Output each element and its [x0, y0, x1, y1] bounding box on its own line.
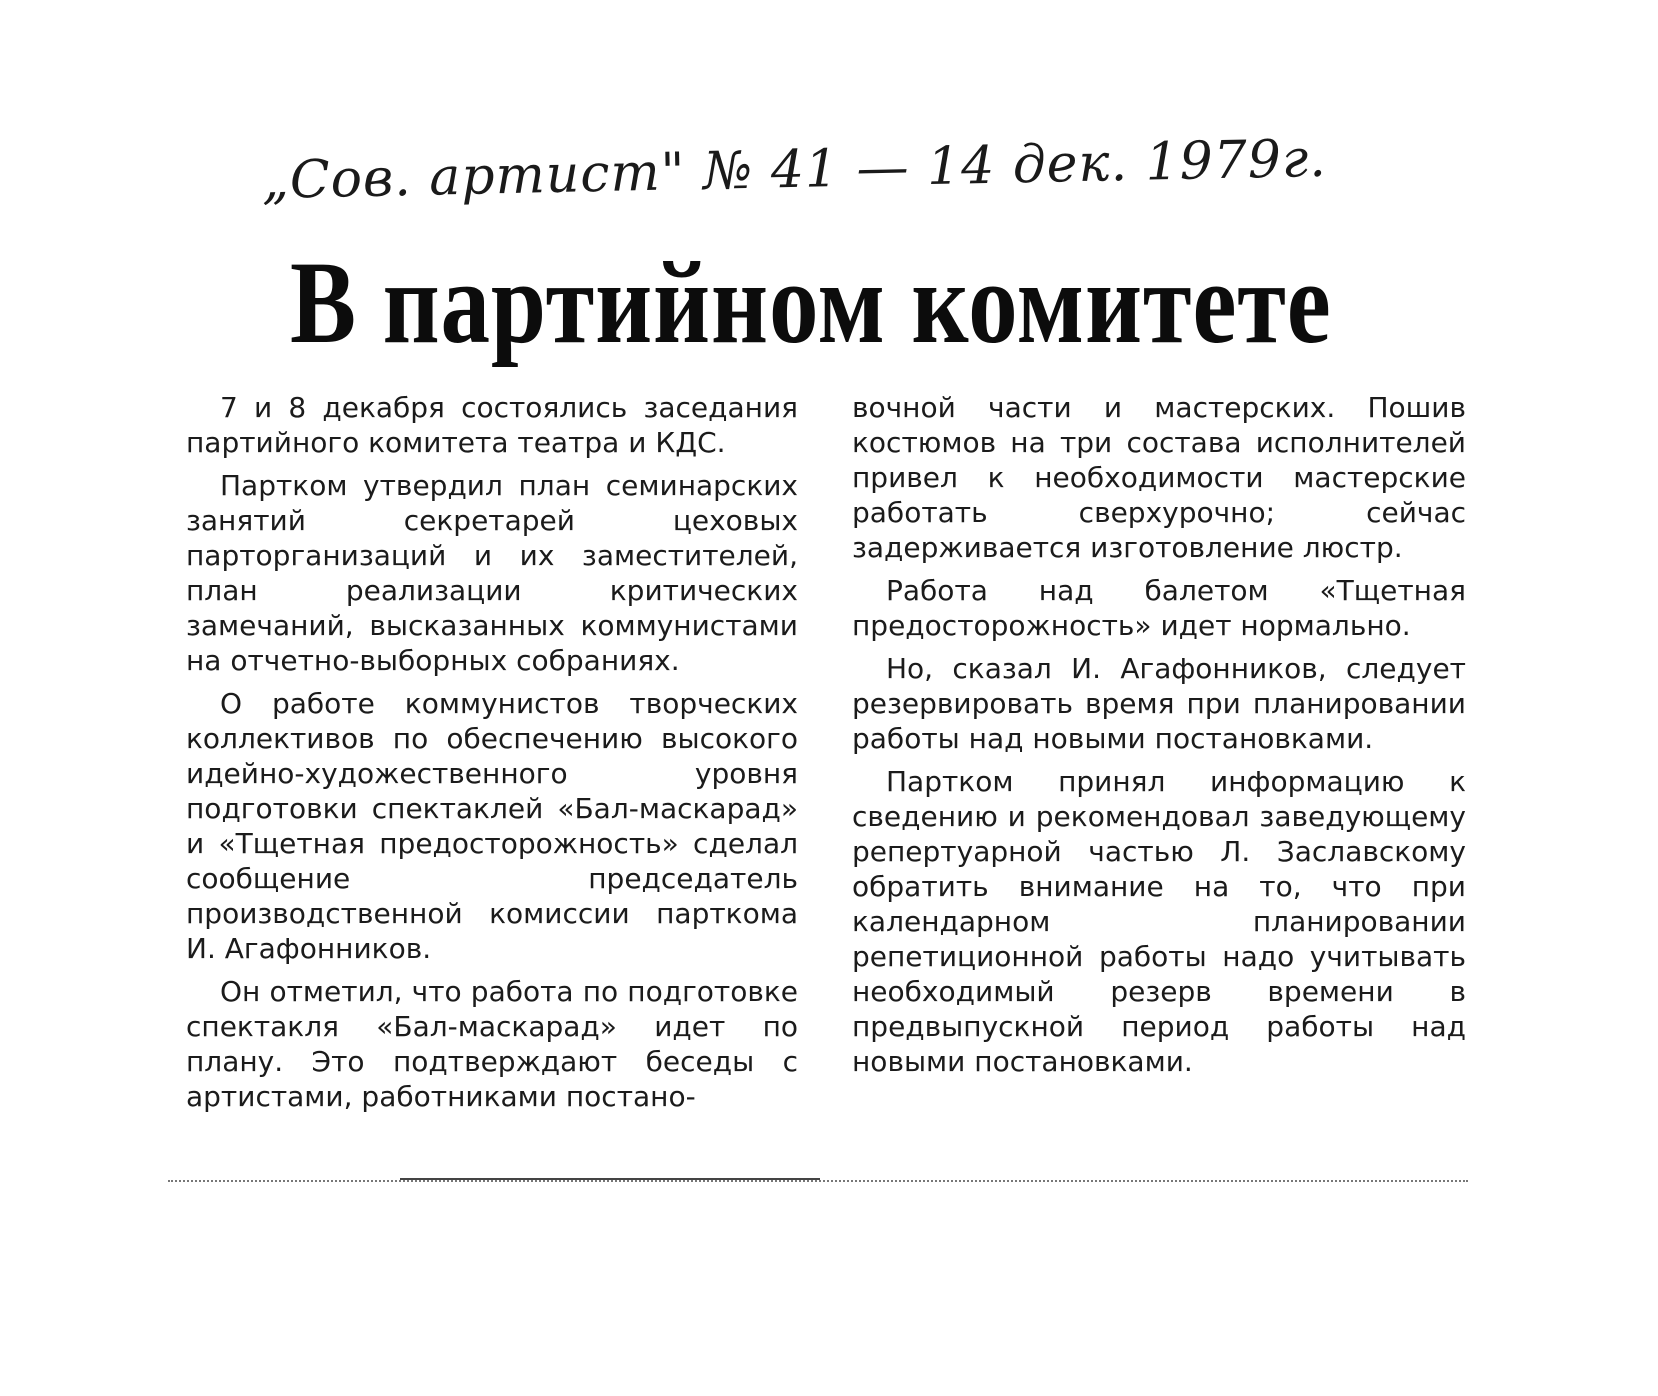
article-column-left	[186, 390, 798, 1122]
paragraph: Работа над балетом «Тщетная предосторожность» идет нормально.	[852, 574, 1466, 642]
paragraph-continuation: вочной части и мастерских. Пошив костюмов на три состава исполнителей привел к необходимости мастерские работать сверхурочно; сейчас задерживается изготовление люстр.	[852, 391, 1466, 564]
paragraph: Он отметил, что работа по подготовке спектакля «Бал-маскарад» идет по плану. Это подтверждают беседы с артистами, работниками постано-	[186, 975, 798, 1113]
handwritten-source-note: „Сов. артист" № 41 — 14 дек. 1979г.	[261, 128, 1328, 212]
bottom-divider	[168, 1180, 1468, 1182]
article-headline: В партийном комитете	[290, 237, 1332, 368]
article-column-right	[852, 390, 1466, 1087]
paragraph: Партком принял информацию к сведению и рекомендовал заведующему репертуарной частью Л. Заславскому обратить внимание на то, что при календарном планировании репетиционной работы надо учитывать необходимый резерв времени в предвыпускной период работы над новыми постановками.	[852, 765, 1466, 1078]
paragraph: Партком утвердил план семинарских занятий секретарей цеховых парторганизаций и их заместителей, план реализации критических замечаний, высказанных коммунистами на отчетно-выборных собраниях.	[186, 469, 798, 677]
paragraph: Но, сказал И. Агафонников, следует резервировать время при планировании работы над новыми постановками.	[852, 652, 1466, 755]
bottom-divider-segment	[400, 1178, 820, 1180]
paragraph: О работе коммунистов творческих коллективов по обеспечению высокого идейно-художественного уровня подготовки спектаклей «Бал-маскарад» и «Тщетная предосторожность» сделал сообщение председатель производственной комиссии парткома И. Агафонников.	[186, 687, 798, 965]
paragraph: 7 и 8 декабря состоялись заседания партийного комитета театра и КДС.	[186, 391, 798, 459]
